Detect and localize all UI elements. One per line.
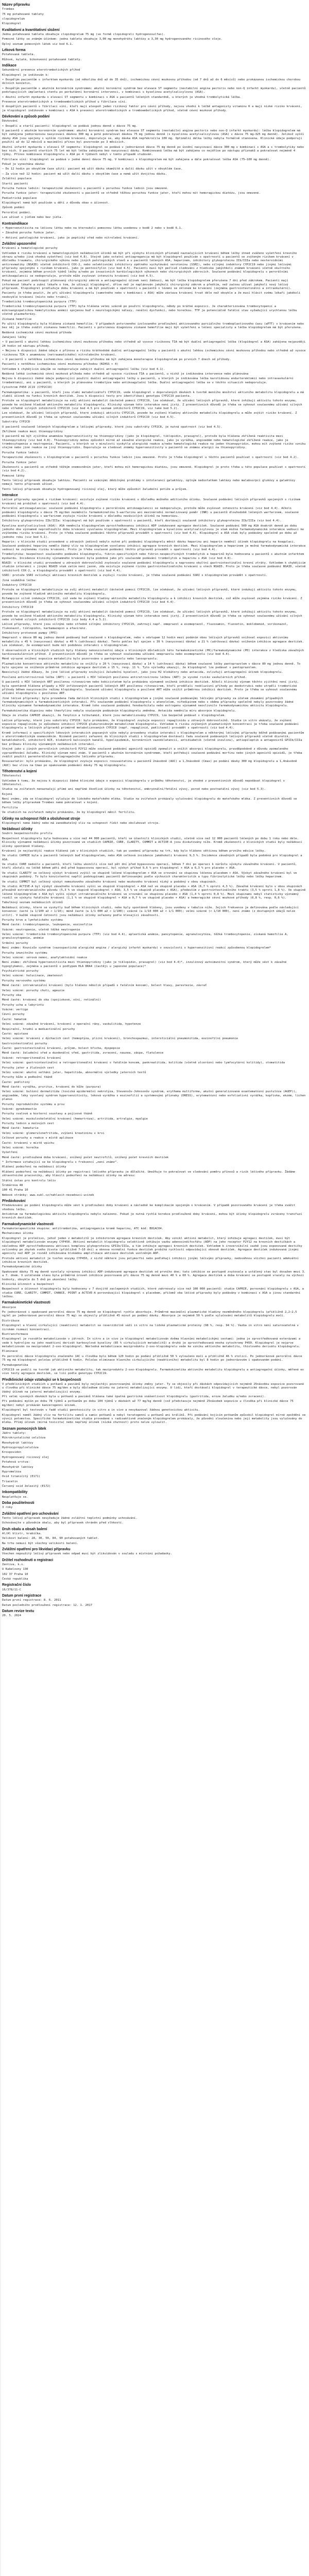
section-paragraph: Velmi vzácné: glomerulonefritida, zvýšení kreatininu v krvi	[2, 1131, 105, 1135]
section-paragraph: • U pacientů s akutní lehkou ischemickou cévní mozkovou příhodou nebo středně až vysoce rizikovou TIA má být duální antiagregační léčba (klopidogrel a ASA) zahájena nejpozději 24 hodin od nástupu příhody.	[2, 341, 307, 348]
section-paragraph: Vzhledem k tomu, že nejsou k dispozici žádné klinické údaje o expozici klopidogrelu v průběhu těhotenství, je vhodné z preventivních důvodů nepodávat klopidogrel v těhotenství.	[2, 779, 287, 786]
section-paragraph: Farmakoterapeutická skupina: antitrombotika, antiagregancia kromě heparinu, ATC kód: B01AC04.	[2, 1227, 164, 1231]
section-paragraph: Na trhu nemusí být všechny velikosti balení.	[2, 1541, 79, 1545]
section-paragraph: Poruchy nervového systému	[2, 979, 46, 982]
section-paragraph: Inhibitory protonové pumpy (PPI)	[2, 632, 58, 635]
section-paragraph: Velmi vzácné: poruchy chuti, ageuzie	[2, 989, 65, 992]
section-paragraph: Při velmi vysokých dávkách byla u potkanů a paviánů hlášena také špatná gastrická snášenlivost klopidogrelu (gastritida, eroze žaludku a/nebo zvracení).	[2, 1395, 266, 1399]
section-paragraph: Protože se klopidogrel metabolizuje na svůj aktivní metabolit částečně pomocí CYP2C19, lze očekávat, že užívání léčivých přípravků, které indukují aktivitu tohoto enzymu, povede ke zvýšené hladině aktivního metabolitu klopidogrelu.	[2, 588, 299, 596]
document-section	[2, 63, 307, 113]
section-paragraph: Webové stránky: www.sukl.cz/nahlasit-nezadouci-ucinek	[2, 1193, 94, 1197]
section-paragraph: Trombex	[2, 8, 14, 11]
section-heading: Interakce	[2, 494, 18, 498]
section-paragraph: Velmi vzácné: halucinace, zmatenost	[2, 974, 63, 978]
section-paragraph: Časté: hematom	[2, 1018, 27, 1021]
section-paragraph: Nežádoucí účinky, které se vyskytly buď během klinických studií, nebo byly spontánně hlášeny, jsou uvedeny v tabulce níže. Jejich frekvence je definována podle následující konvence: časté (≥ 1/100 až < 1/10); méně časté (≥ 1/1 000 až < 1/100); vzácné (≥ 1/10 000 až < 1/1 000); velmi vzácné (< 1/10 000), není známo (z dostupných údajů nelze určit). V každé skupině četností jsou nežádoucí účinky seřazeny podle klesající závažnosti.	[2, 906, 301, 917]
section-paragraph: Ve studii CAPRIE byla u pacientů léčených buď klopidogrelem, nebo ASA celková incidence jakéhokoli krvácení 9,3 %. Incidence závažných případů byla podobná pro klopidogrel a ASA.	[2, 854, 304, 861]
section-paragraph: Poruchy ucha a labyrintu	[2, 1003, 44, 1007]
section-paragraph: Krospovidon	[2, 1451, 22, 1454]
section-paragraph: Trombotická trombocytopenická purpura (TTP) byla hlášena velmi vzácně po použití klopidogrelu, někdy po krátké expozici. Je charakterizována trombocytopenií a mikroangiopatickou hemolytickou anémií spojenou buď s neurologickými nálezy, renální dysfunkcí, nebo horečkou. TTP je potenciálně fatální stav vyžadující urychlenou léčbu včetně plazmaferézy.	[2, 305, 299, 316]
section-paragraph: Velmi vzácné: muskuloskeletální krvácení (hemartróza), artritida, artralgie, myalgie	[2, 1117, 148, 1121]
section-paragraph: Zvláštní populace	[2, 177, 32, 181]
section-paragraph: Mikrokrystalická celulóza	[2, 1436, 46, 1440]
section-paragraph: • Akutní infarkt myokardu s elevací ST segmentu v kombinaci s ASA u pacientů léčených standardně, u kterých je vhodná trombolytická léčba.	[2, 95, 242, 99]
section-paragraph: Posílená antiretrovirová léčba (ART): u pacientů s HIV léčených posílenou antiretrovirovou léčbou (ART) je vysoké riziko vaskulárních příhod.	[2, 675, 247, 679]
section-paragraph: Velmi vzácné: trombotická trombocytopenická purpura (TTP) (viz bod 4.4), aplastická anémie, pancytopenie, agranulocytóza, těžká trombocytopenie, získaná hemofilie A, granulocytopenie, anémie	[2, 933, 290, 940]
document-section	[2, 1583, 307, 1592]
document-section	[2, 242, 307, 492]
section-paragraph: Velmi vzácné: krvácení z dýchacích cest (hemoptýza, plicní krvácení), bronchospazmus, intersticiální pneumonitida, eozinofilní pneumonie	[2, 1037, 238, 1041]
page-edge	[0, 0, 1, 2576]
section-paragraph: Po perorální dávce klopidogrelu značeného 14C u člověka bylo během 120 hodin po podání přibližně 50 % vyloučeno močí a přibližně 46 % stolicí. Po jednorázové perorální dávce 75 mg má klopidogrel poločas přibližně 6 hodin. Poločas eliminace hlavního cirkulujícího (neaktivního) metabolitu byl 8 hodin po jednorázovém i opakovaném podání.	[2, 1354, 304, 1362]
section-paragraph: Sekundární prevence aterotrombotických příhod	[2, 69, 80, 72]
document-section	[2, 1490, 307, 1499]
section-paragraph: Inhibitory glykoproteinu IIb/IIIa: klopidogrel má být používán s opatrností u pacientů, kteří dostávají současně inhibitory glykoproteinu IIb/IIIa (viz bod 4.4).	[2, 519, 282, 523]
section-paragraph: Pomocné látky	[2, 474, 25, 478]
section-paragraph: Hydrogenovaný ricinový olej	[2, 1455, 49, 1459]
section-paragraph: Vzhledem k chybějícím údajům se nedoporučuje zahájit duální antiagregační léčbu (viz bod 4.1).	[2, 367, 165, 371]
section-paragraph: Potahovaná tableta.	[2, 53, 35, 57]
section-paragraph: Hlášení podezření na nežádoucí účinky po registraci léčivého přípravku je důležité. Umožňuje to pokračovat ve sledování poměru přínosů a rizik léčivého přípravku. Žádáme zdravotnické pracovníky, aby hlásili podezření na nežádoucí účinky na adresu:	[2, 1170, 297, 1178]
section-paragraph: Klopidogrel byl testován v řadě studií genotoxicity in vitro a in vivo a nevykazoval žádnou genotoxickou aktivitu.	[2, 1409, 200, 1412]
section-paragraph: • Dospělí a starší pacienti: klopidogrel se podává jednou denně v dávce 75 mg.	[2, 124, 138, 128]
section-paragraph: Šrobárova 48	[2, 1183, 23, 1187]
section-paragraph: Jiná souběžná léčba:	[2, 579, 37, 582]
section-paragraph: Kyselina acetylsalicylová (ASA): ASA neměnila klopidogrelem zprostředkovanou inhibici ADP indukované agregace destiček. Současné podávání 500 mg ASA dvakrát denně po dobu jednoho dne významně neprodloužilo dobu krvácení vyvolanou klopidogrelem. Mezi klopidogrelem a kyselinou acetylsalicylovou je však možná farmakodynamická interakce vedoucí ke zvýšenému riziku krvácení. Proto je třeba současné podávání těchto přípravků provádět s opatrností (viz bod 4.4). Klopidogrel a ASA však byly podávány společně po dobu až jednoho roku (viz bod 5.1).	[2, 524, 306, 539]
document-section	[2, 1547, 307, 1556]
section-heading: Zvláštní opatření pro likvidaci přípravku	[2, 1547, 71, 1551]
section-paragraph: Poruchy krve a lymfatického systému	[2, 918, 63, 922]
section-paragraph: Zentiva, k.s.	[2, 1563, 25, 1566]
section-paragraph: • U pacientů s netěžkou ischemickou cévní mozkovou příhodou má být zahájena monoterapie klopidogrelem po prvních 7 dnech od příhody.	[2, 358, 231, 361]
section-paragraph: Poruchy kůže a podkožní tkáně	[2, 1076, 53, 1079]
section-paragraph: • Nejsou k dispozici žádné údaje o přínosu a riziku krátkodobé duální antiagregační léčby u pacientů s akutní lehkou ischemickou cévní mozkovou příhodou nebo středně až vysoce rizikovou TIA s anamnézou (netraumatického) nitrolebního krvácení.	[2, 349, 307, 357]
section-paragraph: Farmakokinetika digoxinu nebo theofylinu nebyla současným podáváním klopidogrelu změněna. Antacida neměnila míru absorpce klopidogrelu.	[2, 709, 236, 713]
section-paragraph: Trombotická trombocytopenická purpura (TTP)	[2, 300, 77, 304]
section-paragraph: Ve studii CLARITY se celkový výskyt krvácení zvýšil ve skupině léčené klopidogrelem + ASA ve srovnání se skupinou léčenou placebem + ASA. Výskyt závažného krvácení byl ve skupinách podobný. To bylo konzistentní napříč podskupinami pacientů definovanými podle výchozích charakteristik a typu fibrinolytické léčby nebo léčby heparinem.	[2, 871, 299, 879]
section-paragraph: Trombolytika: bezpečnost současného podávání klopidogrelu, fibrin-specifických nebo fibrin-nespecifických trombolytik a heparinů byla hodnocena u pacientů s akutním infarktem myokardu. Incidence klinicky významného krvácení byla podobná jako při současném podávání trombolytik a heparinu s ASA (viz bod 4.8).	[2, 553, 306, 560]
section-heading: Název přípravku	[2, 3, 30, 7]
section-paragraph: – Do 12 hodin po obvyklém čase užití: pacient má užít dávku okamžitě a další dávku užít v obvyklém čase.	[2, 167, 183, 171]
section-paragraph: 100 41 Praha 10	[2, 1189, 28, 1192]
document-section	[2, 827, 307, 1197]
section-paragraph: Stejně jako u jiných perorálních inhibitorů P2Y12 může současné podávání agonistů opioidů zpomalit a snížit absorpci klopidogrelu, pravděpodobně z důvodu zpomaleného vyprazdňování žaludku. Klinický význam není znám. U pacientů s akutním koronárním syndromem, kteří potřebují současné podávání morfinu nebo jiných agonistů opioidů, je třeba zvážit použití parenterálního antiagregačního léčivého přípravku.	[2, 748, 304, 758]
section-paragraph: Méně časté: vyrážka, pruritus, krvácení do kůže (purpura)	[2, 1086, 101, 1089]
section-paragraph: Není známo: Kounisův syndrom (vazospastická alergická angina / alergický infarkt myokardu) v souvislosti s hypersenzitivní reakcí způsobenou klopidogrelem*	[2, 946, 271, 950]
section-heading: Inkompatibility	[2, 1490, 28, 1495]
section-paragraph: Dávkování	[2, 120, 18, 123]
section-paragraph: Časté: podlitiny	[2, 1080, 30, 1084]
section-paragraph: Méně časté: krvácení do oka (spojivkové, oční, retinální)	[2, 998, 101, 1002]
section-paragraph: Vzácné: vertigo	[2, 1008, 28, 1012]
section-paragraph: 16/378/11-C	[2, 1588, 22, 1591]
section-paragraph: Velmi vzácné: sérová nemoc, anafylaktoidní reakce	[2, 956, 88, 959]
section-paragraph: Vzácné: neutropenie, včetně těžké neutropenie	[2, 928, 80, 931]
section-paragraph: Jiné léčivé přípravky: byla provedena řada dalších klinických studií s klopidogrelem a jinými současně podávanými léčivými přípravky za účelem zkoumání případných farmakodynamických a farmakokinetických interakcí. Při současném podávání klopidogrelu s atenololem, nifedipinem nebo s oběma přípravky společně nebyly pozorovány žádné klinicky významné farmakodynamické interakce. Kromě toho současné podávání fenobarbitalu nebo estrogenu významně neovlivnilo farmakodynamickou aktivitu klopidogrelu.	[2, 697, 296, 708]
section-heading: Dávkování a způsob podání	[2, 115, 50, 119]
section-paragraph: Pokud má pacient podstoupit plánovaný chirurgický zákrok a antiagregační účinek není žádoucí, má být léčba klopidogrelem přerušena 7 dní před zákrokem. Pacienti mají informovat lékaře a zubní lékaře o tom, že užívají klopidogrel, dříve než je naplánován jakýkoli chirurgický zákrok a předtím, než začnou užívat jakýkoli nový léčivý přípravek. Klopidogrel prodlužuje dobu krvácení a má být používán s opatrností u pacientů s lézemi se sklonem ke krvácení (zejména gastrointestinální a intraokulární).	[2, 279, 292, 290]
section-paragraph: V observačních a klinických studiích byly hlášeny nekonzistentní údaje o klinických důsledcích této farmakokinetické (PK)/farmakodynamické (PD) interakce z hlediska závažných kardiovaskulárních příhod. Z preventivních důvodů je třeba se vyhnout současnému užívání omeprazolu nebo esomeprazolu (viz bod 4.4).	[2, 649, 306, 656]
section-paragraph: Respirační, hrudní a mediastinální poruchy	[2, 1027, 75, 1031]
section-paragraph: Klopidogrel a hlavní cirkulující (neaktivní) metabolit se reverzibilně váží in vitro na lidské plazmatické proteiny (98 %, resp. 94 %). Vazba in vitro není saturovatelná v širokém rozmezí koncentrací.	[2, 1324, 301, 1331]
section-paragraph: 3 roky	[2, 1506, 13, 1510]
section-paragraph: Bezpečnost klopidogrelu byla hodnocena u více než 44 000 pacientů, kteří se účastnili klinických studií, včetně více než 12 000 pacientů léčených po dobu 1 roku nebo déle. Klinicky významné nežádoucí účinky pozorované ve studiích CAPRIE, CURE, CLARITY, COMMIT a ACTIVE-A jsou diskutovány níže. Kromě zkušeností z klinických studií byly nežádoucí účinky spontánně hlášeny.	[2, 837, 304, 848]
section-paragraph: Zkušenosti u pacientů se středně těžkým onemocněním jater, kteří mohou mít hemoragickou diatézu, jsou omezené. Klopidogrel je proto třeba u této populace používat s opatrností (viz bod 4.2).	[2, 465, 307, 473]
section-heading: Farmakokinetické vlastnosti	[2, 1301, 50, 1305]
section-paragraph: CYP2C19 se podílí na tvorbě jak aktivního metabolitu, tak meziproduktu 2-oxo-klopidogrelu. Farmakokinetika aktivního metabolitu klopidogrelu a antiagregační účinky, měřené ex vivo testy agregace destiček, se liší podle genotypu CYP2C19.	[2, 1368, 306, 1376]
document-section	[2, 1300, 307, 1376]
section-paragraph: Tento léčivý přípravek obsahuje laktózu. Pacienti se vzácnými dědičnými problémy s intolerancí galaktózy, úplným nedostatkem laktázy nebo malabsorpcí glukózy a galaktózy nemají tento přípravek užívat.	[2, 479, 297, 486]
section-paragraph: Pokud je vynechána dávka:	[2, 163, 46, 166]
section-paragraph: Induktory CYP2C19	[2, 583, 32, 587]
section-paragraph: Klopidogrel nemá žádný nebo má zanedbatelný vliv na schopnost řídit nebo obsluhovat stroje.	[2, 821, 160, 825]
section-paragraph: Klinická účinnost a bezpečnost	[2, 1282, 55, 1286]
section-paragraph: Pacienty je třeba poučit, že při užívání klopidogrelu (samotného nebo v kombinaci s ASA) může zástava krvácení trvat déle než obvykle a že musí hlásit svému lékaři jakékoli neobvyklé krvácení (místo nebo trvání).	[2, 292, 302, 299]
section-paragraph: Substráty CYP2C8	[2, 420, 30, 424]
section-paragraph: • Aktivní patologické krvácení, jako je peptický vřed nebo nitrolební krvácení.	[2, 236, 140, 240]
section-paragraph: Velmi vzácné: bulózní dermatitida (toxická epidermální nekrolýza, Stevensův-Johnsonův syndrom, erythema multiforme, akutní generalizovaná exantematózní pustulóza (AGEP)), angioedém, léky vyvolaný syndrom hypersenzitivity, léková vyrážka s eozinofilií a systémovými příznaky (DRESS), erytematózní nebo exfoliativní vyrážka, kopřivka, ekzém, lichen planus	[2, 1090, 307, 1101]
section-paragraph: Absorpce	[2, 1306, 16, 1309]
section-paragraph: Časté: gastrointestinální krvácení, průjem, bolest břicha, dyspepsie	[2, 1047, 121, 1050]
document-section	[2, 1594, 307, 1607]
section-heading: Farmakodynamické vlastnosti	[2, 1222, 54, 1226]
section-heading: Doba použitelnosti	[2, 1501, 35, 1505]
section-paragraph: 75 mg potahované tablety	[2, 12, 44, 16]
document-section	[2, 1378, 307, 1425]
section-paragraph: – Za více než 12 hodin: pacient má užít další dávku v obvyklém čase a nemá užít dvojitou dávku.	[2, 172, 167, 176]
section-paragraph: Méně časté: intrakraniální krvácení (bylo hlášeno několik případů s fatálním koncem), bolest hlavy, parestezie, závrať	[2, 984, 207, 988]
section-paragraph: Časté: krvácení v místě vpichu	[2, 1141, 55, 1145]
section-heading: Těhotenství a kojení	[2, 770, 37, 773]
section-paragraph: Neexistují žádné důkazy, že jiné léčivé přípravky snižující žaludeční kyselost, jako jsou H2 blokátory nebo antacida, ovlivňují antiagregační účinek klopidogrelu.	[2, 671, 283, 674]
section-paragraph: Monohydrát laktózy	[2, 1441, 33, 1445]
document-section	[2, 1199, 307, 1221]
section-paragraph: Oxid titaničitý (E171)	[2, 1475, 41, 1479]
section-paragraph: Terapeutické zkušenosti s klopidogrelem u pacientů s poruchou funkce ledvin jsou omezené. Proto je třeba klopidogrel u těchto pacientů používat s opatrností (viz bod 4.2).	[2, 456, 299, 460]
section-paragraph: Farmakodynamické účinky	[2, 1265, 42, 1269]
section-paragraph: Omeprazol v dávce 80 mg jednou denně podávaný buď současně s klopidogrelem, nebo s odstupem 12 hodin mezi podáním obou léčivých přípravků snižoval expozici aktivnímu metabolitu o 45 % (nasycovací dávka) a 40 % (udržovací dávka). Tento pokles byl spojen s 39 % (nasycovací dávka) a 21 % (udržovací dávka) snížením inhibice agregace destiček. Lze očekávat, že esomeprazol bude mít podobnou interakci s klopidogrelem.	[2, 636, 306, 648]
section-paragraph: U pacientů má být zjištěna anamnéza hypersenzitivity na thienopyridiny (jako je klopidogrel, tiklopidin, prasugrel), protože byla hlášena zkřížená reaktivita mezi thienopyridiny (viz bod 4.8). Thienopyridiny mohou způsobit mírné až závažné alergické reakce, jako je vyrážka, angioedém nebo hematologické zkřížené reakce, jako je trombocytopenie a neutropenie. Pacienti, u kterých se v minulosti vyskytla alergická reakce a/nebo hematologická reakce na jeden thienopyridin, mohou mít zvýšené riziko vzniku stejné nebo jiné reakce na jiný thienopyridin. Doporučuje se sledovat známky hypersenzitivity u pacientů se známou alergií na thienopyridiny.	[2, 435, 307, 450]
section-paragraph: Antidotum na farmakologickou aktivitu klopidogrelu nebylo nalezeno. Pokud je nutná rychlá korekce prodloužené doby krvácení, mohou být účinky klopidogrelu zvráceny transfuzí krevních destiček.	[2, 1213, 304, 1220]
section-paragraph: Nedávná lehká ischemická cévní mozková příhoda nebo středně až vysoce riziková TIA u pacientů, u nichž je indikována intervence nebo plánována	[2, 372, 249, 376]
section-paragraph: clopidogrelum	[2, 17, 25, 21]
section-paragraph: Heparin: v klinické studii provedené u zdravých jedinců nebylo nutné při podávání klopidogrelu měnit dávku heparinu ani heparin neměnil účinek klopidogrelu na koagulaci. Současné podávání heparinu nemělo žádný vliv na klopidogrelem vyvolanou inhibici agregace krevních destiček. Mezi klopidogrelem a heparinem je možná farmakodynamická interakce vedoucí ke zvýšenému riziku krvácení. Proto je třeba současné podávání těchto přípravků provádět s opatrností (viz bod 4.4).	[2, 540, 307, 551]
section-heading: Léková forma	[2, 48, 26, 53]
document-section	[2, 493, 307, 768]
section-heading: Zvláštní opatření pro uchovávání	[2, 1512, 59, 1516]
section-paragraph: Protože aktivní metabolit je tvořen enzymy CYP450, z nichž některé jsou polymorfní nebo podléhají inhibici jinými léčivými přípravky, nedosáhnou všichni pacienti adekvátní inhibice krevních destiček.	[2, 1257, 301, 1264]
section-paragraph: Monohydrát laktózy	[2, 1465, 33, 1469]
section-paragraph: Porucha funkce ledvin: terapeutické zkušenosti u pacientů s poruchou funkce ledvin jsou omezené.	[2, 187, 169, 190]
section-paragraph: Studie na zvířatech nenaznačují přímé ani nepřímé škodlivé účinky na těhotenství, embryonální/fetální vývoj, porod nebo postnatální vývoj (viz bod 5.3).	[2, 788, 266, 791]
section-paragraph: Poruchy reprodukčního systému a prsu	[2, 1103, 65, 1106]
section-paragraph: 20. 5. 2024	[2, 1614, 22, 1618]
section-paragraph: Jedna potahovaná tableta obsahuje clopidogrelum 75 mg (ve formě clopidogreli hydrogenosulfas).	[2, 32, 165, 36]
document-section	[2, 28, 307, 46]
section-paragraph: Neuplatňuje se.	[2, 1495, 28, 1499]
section-paragraph: Klopidogrel nemá být používán u dětí z důvodu obav o účinnost.	[2, 201, 110, 205]
section-paragraph: Prevence aterotrombotických a tromboembolických příhod u fibrilace síní.	[2, 100, 127, 104]
section-paragraph: Méně časté: prodloužená doba krvácení, snížený počet neutrofilů, snížený počet krevních destiček	[2, 1156, 169, 1159]
section-paragraph: Akutní infarkt myokardu s elevací ST segmentu: klopidogrel se podává v jednorázové dávce 75 mg denně po úvodní nasycovací dávce 300 mg v kombinaci s ASA a s trombolytiky nebo bez nich. U pacientů starších 75 let má být léčba zahájena bez nasycovací dávky. Kombinovaná léčba má být zahájena co nejdříve po nástupu příznaků a pokračovat nejméně 4 týdny. Přínos kombinace klopidogrelu s ASA po 4 týdnech nebyl v tomto případě studován.	[2, 145, 306, 157]
section-paragraph: Velikost balení: 28, 30, 50, 84, 90 potahovaných tablet.	[2, 1537, 99, 1540]
section-paragraph: U Kabelovny 130	[2, 1568, 28, 1571]
section-paragraph: • Dospělým pacientům s infarktem myokardu (od několika dnů až do 35 dnů), ischemickou cévní mozkovou příhodou (od 7 dnů až do 6 měsíců) nebo prokázanou ischemickou chorobou dolních končetin.	[2, 78, 302, 86]
section-paragraph: Získaná hemofilie	[2, 317, 32, 321]
document-section	[2, 1609, 307, 1618]
section-paragraph: Gastrointestinální poruchy	[2, 1042, 47, 1045]
section-paragraph: Porucha funkce jater: terapeutické zkušenosti u pacientů se středně těžkou poruchou funkce jater, kteří mohou mít hemoragickou diatézu, jsou omezené.	[2, 192, 261, 195]
section-paragraph: Není známo, zda se klopidogrel vylučuje do lidského mateřského mléka. Studie na zvířatech prokázaly vylučování klopidogrelu do mateřského mléka. Z preventivních důvodů se během léčby přípravkem Trombex nemá pokračovat v kojení.	[2, 798, 299, 805]
section-paragraph: Datum první registrace: 8. 6. 2011	[2, 1599, 61, 1602]
section-paragraph: Tento léčivý přípravek nevyžaduje žádné zvláštní teplotní podmínky uchovávání.	[2, 1516, 138, 1520]
section-paragraph: SSRI: protože SSRI ovlivňují aktivaci krevních destiček a zvyšují riziko krvácení, je třeba současné podávání SSRI s klopidogrelem provádět s opatrností.	[2, 574, 268, 578]
section-paragraph: Distribuce	[2, 1319, 20, 1323]
section-paragraph: Časté: epistaxe	[2, 1032, 28, 1036]
section-paragraph: * Informace vztahující se ke klopidogrelu s frekvencí „není známo“.	[2, 1161, 118, 1164]
section-paragraph: Triacetin	[2, 1480, 18, 1483]
section-paragraph: Vyšetření	[2, 1151, 18, 1155]
section-heading: Registrační číslo	[2, 1583, 31, 1587]
section-heading: Nežádoucí účinky	[2, 827, 33, 832]
document-section	[2, 769, 307, 815]
section-paragraph: Léčivé přípravky spojené s rizikem krvácení: existuje zvýšené riziko krvácení v důsledku možného aditivního účinku. Současné podávání léčivých přípravků spojených s rizikem krvácení má probíhat s opatrností (viz bod 4.4).	[2, 498, 302, 505]
section-paragraph: V předklinických studiích u potkanů a paviánů byly nejčastěji pozorovanými účinky změny jater. Ty se objevily při dávkách odpovídajících nejméně 25násobku expozice pozorované u člověka při klinické dávce 75 mg/den a byly důsledkem účinku na jaterní metabolizující enzymy. U lidí, kteří dostávali klopidogrel v terapeutické dávce, nebyl pozorován žádný účinek na jaterní metabolizující enzymy.	[2, 1382, 306, 1394]
document-section	[2, 817, 307, 826]
document-section	[2, 1427, 307, 1489]
section-paragraph: Pediatrická populace	[2, 196, 37, 200]
section-paragraph: Kromě informací o specifických lékových interakcích popsaných výše nebyly provedeny studie interakcí s klopidogrelem a některými léčivými přípravky běžně podávanými pacientům s aterotrombotickým onemocněním. Nicméně pacienti zařazení do klinických studií s klopidogrelem dostávali řadu současně podávaných léčivých přípravků včetně diuretik, betablokátorů, inhibitorů ACE, blokátorů kalciových kanálů, hypolipidemik, koronárních vazodilatancií, antidiabetik (včetně inzulinu), antiepileptik a antagonistů GPIIb/IIIa bez průkazu klinicky významných nežádoucích interakcí.	[2, 731, 306, 746]
section-paragraph: Potahová vrstva:	[2, 1461, 30, 1464]
section-paragraph: Poruchy svalové a kosterní soustavy a pojivové tkáně	[2, 1112, 93, 1116]
section-paragraph: Vzácné: retroperitoneální krvácení	[2, 1056, 61, 1060]
section-paragraph: Klopidogrel je indikován k:	[2, 73, 49, 77]
section-paragraph: Nejsou k dispozici žádné údaje podporující použití duální antiagregační léčby u pacientů, u kterých je indikována léčba karotidovou endarterektomií nebo intravaskulární trombektomií, ani u pacientů, u kterých je plánována trombolýza nebo antikoagulační léčba. Duální antiagregační léčba se v těchto situacích nedoporučuje.	[2, 377, 296, 384]
section-paragraph: Cévní poruchy	[2, 1013, 25, 1016]
section-paragraph: Eliminace	[2, 1350, 18, 1353]
section-paragraph: Cytochrom P450 2C19 (CYP2C19)	[2, 386, 53, 389]
section-paragraph: Všechen nepoužitý léčivý přípravek nebo odpad musí být zlikvidován v souladu s místními požadavky.	[2, 1552, 173, 1556]
section-paragraph: Zkřížené reakce mezi thienopyridiny	[2, 430, 63, 433]
section-paragraph: Opakované dávky 75 mg denně vyvolaly výraznou inhibici ADP-indukované agregace destiček od prvního dne; tato inhibice se postupně zvyšovala a ustálený stav byl dosažen mezi 3. a 7. dnem. V ustáleném stavu byla průměrná úroveň inhibice pozorovaná při dávce 75 mg denně mezi 40 % a 60 %. Agregace destiček a doba krvácení se postupně vracely na výchozí hodnoty, obvykle do 5 dnů po ukončení léčby.	[2, 1270, 307, 1281]
section-paragraph: Celkové poruchy a reakce v místě aplikace	[2, 1137, 74, 1140]
section-paragraph: Hydroxypropylcelulóza	[2, 1446, 39, 1449]
section-paragraph: Krvácení je nejčastější reakce hlášená jak v klinických studiích, tak po uvedení přípravku na trh, kdy bylo hlášeno většinou během prvního měsíce léčby.	[2, 849, 266, 853]
section-paragraph: Méně časté: žaludeční vřed a duodenální vřed, gastritida, zvracení, nauzea, zácpa, flatulence	[2, 1052, 164, 1055]
section-paragraph: Těhotenství	[2, 774, 22, 778]
section-paragraph: Souhrn bezpečnostního profilu	[2, 832, 53, 836]
section-paragraph: Léčivé přípravky, které jsou substráty CYP2C8: bylo prokázáno, že klopidogrel zvyšuje expozici repaglinidu u zdravých dobrovolníků. Studie in vitro ukázaly, že zvýšení expozice repaglinidu je způsobeno inhibicí CYP2C8 glukuronidovým metabolitem klopidogrelu. Vzhledem k riziku zvýšených plazmatických koncentrací je třeba současné podávání klopidogrelu a léčivých přípravků primárně metabolizovaných CYP2C8 (např. repaglinid, paklitaxel) provádět s opatrností (viz bod 4.4).	[2, 719, 301, 730]
document-section	[2, 1222, 307, 1299]
section-paragraph: Klopidogrel je proléčivo, jehož jeden z metabolitů je inhibitorem agregace krevních destiček. Aby vznikl aktivní metabolit, který inhibuje agregaci destiček, musí být klopidogrel metabolizován enzymy CYP450. Aktivní metabolit klopidogrelu selektivně inhibuje vazbu adenosindifosfátu (ADP) na jeho receptor P2Y12 na krevních destičkách a následnou ADP zprostředkovanou aktivaci komplexu glykoproteinu GPIIb/IIIa, a tím inhibuje agregaci krevních destiček. Vzhledem k ireverzibilní vazbě jsou exponované destičky ovlivněny po zbytek svého života (přibližně 7–10 dní) a obnova normální funkce destiček probíhá rychlostí odpovídající obnově destiček. Agregace destiček indukovaná jinými agonisty než ADP je rovněž inhibována blokádou amplifikace aktivace destiček uvolněným ADP.	[2, 1236, 304, 1256]
section-paragraph: Česká republika	[2, 1577, 28, 1581]
section-paragraph: • Hypersenzitivita na léčivou látku nebo na kteroukoli pomocnou látku uvedenou v bodě 2 nebo v bodě 6.1.	[2, 226, 183, 230]
section-paragraph: Růžové, kulaté, bikonvexní potahované tablety.	[2, 58, 82, 61]
document-section	[2, 222, 307, 240]
section-paragraph: Poruchy ledvin a močových cest	[2, 1122, 55, 1126]
section-paragraph: NSAID: v klinické studii provedené u zdravých dobrovolníků zvyšovalo současné podávání klopidogrelu a naproxenu okultní gastrointestinální krevní ztráty. Vzhledem k chybějícím studiím interakcí s jinými NSAID však zatím není jasné, zda existuje zvýšené riziko gastrointestinálního krvácení u všech NSAID. Proto je třeba současné podávání NSAID, včetně inhibitorů COX-2, a klopidogrelu provádět s opatrností (viz bod 4.4).	[2, 562, 307, 572]
section-paragraph: Perorální antikoagulancia: současné podávání klopidogrelu s perorálními antikoagulancii se nedoporučuje, protože může zvyšovat intenzitu krvácení (viz bod 4.4). Ačkoli podávání klopidogrelu v dávce 75 mg/den nezměnilo farmakokinetiku S-warfarinu ani mezinárodní normalizovaný poměr (INR) u pacientů dlouhodobě léčených warfarinem, současné podávání klopidogrelu s warfarinem zvyšuje riziko krvácení v důsledku nezávislých účinků na hemostázu.	[2, 507, 301, 518]
section-paragraph: Porucha funkce jater	[2, 461, 37, 464]
section-heading: Kvalitativní a kvantitativní složení	[2, 28, 60, 32]
section-paragraph: Lze očekávat, že užívání léčivých přípravků, které indukují aktivitu CYP2C19, povede ke zvýšení hladiny aktivního metabolitu klopidogrelu a může zvýšit riziko krvácení. Z preventivních důvodů je třeba se vyhnout současnému užívání silných induktorů CYP2C19 (viz bod 4.5).	[2, 412, 299, 419]
section-paragraph: Úplný seznam pomocných látek viz bod 6.1.	[2, 42, 74, 46]
section-paragraph: Méně časté: trombocytopenie, leukopenie, eozinofilie	[2, 923, 93, 927]
section-paragraph: Rosuvastatin: bylo prokázáno, že klopidogrel zvyšuje expozici rosuvastatinu u pacientů 2násobně (AUC) a 1,3násobně (Cmax) po podání dávky 300 mg klopidogrelu a 1,4násobně (AUC) bez vlivu na Cmax po opakovaném podávání dávky 75 mg klopidogrelu.	[2, 760, 299, 767]
section-paragraph: Poruchy imunitního systému	[2, 951, 47, 955]
section-paragraph: Starší pacienti	[2, 182, 28, 185]
section-heading: Seznam pomocných látek	[2, 1427, 46, 1431]
section-paragraph: Tabulkový seznam nežádoucích účinků	[2, 901, 63, 905]
section-heading: Držitel rozhodnutí o registraci	[2, 1558, 54, 1562]
section-paragraph: Způsob podání	[2, 206, 25, 210]
section-paragraph: U pacientů současně léčených klopidogrelem a léčivými přípravky, které jsou substráty CYP2C8, je nutná opatrnost (viz bod 4.5).	[2, 425, 222, 429]
section-paragraph: U pacientů s akutním koronárním syndromem: akutní koronární syndrom bez elevace ST segmentu (nestabilní angina pectoris nebo non-Q infarkt myokardu): léčba klopidogrelem má být zahájena jednorázovou nasycovací dávkou 300 mg a poté pokračovat dávkou 75 mg jednou denně (s kyselinou acetylsalicylovou (ASA) v dávce 75 mg–325 mg denně). Jelikož vyšší dávky ASA jsou spojeny s vyšším rizikem krvácení, doporučuje se, aby dávka ASA nepřekročila 100 mg. Optimální délka léčby nebyla formálně stanovena. Klinické údaje podporují použití až do 12 měsíců a maximální přínos byl pozorován po 3 měsících.	[2, 129, 306, 144]
section-paragraph: Biotransformace	[2, 1332, 28, 1336]
section-paragraph: Velmi vzácné: akutní selhání jater, hepatitida, abnormální výsledky jaterních testů	[2, 1071, 146, 1074]
section-paragraph: Pomocné látky se známým účinkem: jedna tableta obsahuje 3,00 mg monohydrátu laktózy a 3,30 mg hydrogenovaného ricinového oleje.	[2, 38, 222, 41]
section-paragraph: Poruchy jater a žlučových cest	[2, 1066, 55, 1070]
section-paragraph: Není známo: zkřížená hypersenzitivita mezi thienopyridiny (jako je tiklopidin, prasugrel) (viz bod 4.4)*, inzulinový autoimunitní syndrom, který může vést k závažné hypoglykemii, zejména u pacientů s podtypem HLA DRA4 (častěji u japonské populace)*	[2, 961, 288, 968]
section-paragraph: Hlášení podezření na nežádoucí účinky	[2, 1165, 66, 1169]
section-paragraph: Poruchy oka	[2, 993, 22, 997]
section-paragraph: Lze užívat s jídlem nebo bez jídla.	[2, 216, 63, 219]
section-paragraph: Farmakogenetika	[2, 1363, 28, 1367]
section-paragraph: Psychiatrické poruchy	[2, 970, 39, 973]
section-heading: Předávkování	[2, 1199, 26, 1204]
section-paragraph: Červený oxid železitý (E172)	[2, 1485, 51, 1488]
section-heading: Datum první registrace	[2, 1594, 42, 1598]
section-paragraph: Inhibitory CYP2C19	[2, 605, 33, 609]
section-paragraph: Datum posledního prodloužení registrace: 12. 1. 2017	[2, 1603, 93, 1607]
section-paragraph: Plazmatické koncentrace aktivního metabolitu se snížily o 20 % (nasycovací dávka) a 14 % (udržovací dávka) během současné léčby pantoprazolem v dávce 80 mg jednou denně. To bylo spojeno se snížením průměrné inhibice agregace destiček o 15 %, resp. 11 %. Tyto výsledky ukazují, že klopidogrel lze podávat s pantoprazolem.	[2, 662, 302, 669]
section-paragraph: Méně časté: hematurie	[2, 1127, 39, 1130]
section-paragraph: U pacientů s HIV léčených ART posílenou ritonavirem nebo kobicistatem byla prokázána významně snížená inhibice destiček. Ačkoli klinický význam těchto zjištění není jistý, byla spontánně hlášena případy u HIV infikovaných pacientů léčených ART posílenou ritonavirem, kteří prodělali reokluzivní příhody po deobstrukci nebo utrpěli trombotické příhody během nasycovacího režimu klopidogrelu. Současné užívání klopidogrelu a posílené ART může snížit průměrnou inhibici destiček. Proto je třeba se vyhnout současnému užívání klopidogrelu s posílenou ART.	[2, 681, 301, 696]
section-paragraph: Al/Al blistr, krabička.	[2, 1532, 42, 1535]
section-paragraph: Zahájení léčby	[2, 336, 27, 340]
section-paragraph: Ve studii CURE nedošlo u pacientů, kteří léčbu ukončili více než pět dní před bypassovou operací, během 7 dní po operaci k nárůstu výskytu závažného krvácení. U pacientů, kteří zůstali na léčbě během pěti dnů před bypassovou operací, byl výskyt příhod 9,6 % pro klopidogrel + ASA a 6,3 % pro placebo + ASA.	[2, 863, 299, 870]
section-paragraph: Státní ústav pro kontrolu léčiv	[2, 1179, 56, 1182]
section-paragraph: Ve studiích na zvířatech nebylo prokázáno, že by klopidogrel měnil fertilitu.	[2, 811, 136, 815]
document-section	[2, 1527, 307, 1546]
document-section	[2, 1558, 307, 1582]
section-paragraph: Předávkování po podání klopidogrelu může vést k prodloužení doby krvácení a následně ke komplikacím spojeným s krvácením. V případě pozorovaného krvácení je třeba zvážit vhodnou léčbu.	[2, 1204, 297, 1211]
section-paragraph: Údaje ze studie CAPRIE ukazují, že fenytoin a tolbutamid, které jsou metabolizovány CYP2C9, lze bezpečně podávat s klopidogrelem.	[2, 714, 226, 718]
section-paragraph: Porucha funkce ledvin	[2, 451, 39, 454]
section-paragraph: Po jednorázové i opakované perorální dávce 75 mg denně se klopidogrel rychle absorbuje. Průměrné maximální plazmatické hladiny nezměněného klopidogrelu (přibližně 2,2–2,5 ng/ml po jednorázové perorální dávce 75 mg) se objevily přibližně 45 minut po podání dávky. Absorpce je nejméně 50 % podle vylučování metabolitů klopidogrelu močí.	[2, 1311, 299, 1318]
section-heading: Kontraindikace	[2, 222, 28, 226]
section-heading: Zvláštní upozornění	[2, 242, 37, 246]
document-section	[2, 1512, 307, 1526]
section-paragraph: Velmi vzácné: horečka	[2, 1146, 39, 1149]
section-paragraph: Srdeční poruchy	[2, 941, 28, 945]
section-paragraph: Perorální podání.	[2, 211, 32, 214]
section-paragraph: Krvácení a hematologické poruchy	[2, 247, 58, 250]
section-paragraph: 102 37 Praha 10	[2, 1572, 28, 1576]
section-paragraph: Léčivé přípravky, které jsou silnými nebo středně silnými inhibitory CYP2C19, zahrnují např. omeprazol a esomeprazol, fluvoxamin, fluoxetin, moklobemid, vorikonazol, flukonazol, tiklopidin, karbamazepin a efavirenz.	[2, 623, 290, 630]
section-paragraph: Protože se klopidogrel metabolizuje na svůj aktivní metabolit částečně pomocí CYP2C19, lze očekávat, že užívání léčivých přípravků, které inhibují aktivitu tohoto enzymu, povede ke snížené hladině aktivního metabolitu klopidogrelu. Klinický význam této interakce není jistý. Z preventivních důvodů je třeba se vyhnout současnému užívání silných nebo středně silných inhibitorů CYP2C19 (viz body 4.4 a 5.2).	[2, 611, 304, 621]
section-heading: Datum revize textu	[2, 1609, 35, 1613]
section-paragraph: Klopidogrel je rozsáhle metabolizován v játrech. In vitro a in vivo je klopidogrel metabolizován dvěma hlavními metabolickými cestami: jedna je zprostředkovaná esterázami a vede k hydrolýze na jeho neaktivní derivát karboxylové kyseliny (85 % cirkulujících metabolitů) a druhá je zprostředkovaná mnoha cytochromy P450. Klopidogrel je nejprve metabolizován na meziprodukt 2-oxo-klopidogrel. Následná metabolizace meziproduktu 2-oxo-klopidogrelu vede ke vzniku aktivního metabolitu, thiolového derivátu klopidogrelu.	[2, 1337, 302, 1349]
section-paragraph: • Dospělým pacientům s akutním koronárním syndromem: akutní koronární syndrom bez elevace ST segmentu (nestabilní angina pectoris nebo non-Q infarkt myokardu), včetně pacientů podstupujících implantaci stentu po perkutánní koronární intervenci, v kombinaci s kyselinou acetylsalicylovou (ASA).	[2, 87, 307, 94]
section-paragraph: Fibrilace síní: klopidogrel se podává v jedné denní dávce 75 mg. V kombinaci s klopidogrelem má být zahájena a dále pokračovat léčba ASA (75–100 mg denně).	[2, 158, 271, 161]
section-paragraph: U dospělých pacientů s fibrilací síní, kteří mají alespoň jeden rizikový faktor pro cévní příhody, nejsou vhodní k léčbě antagonisty vitaminu K a mají nízké riziko krvácení, je klopidogrel indikován v kombinaci s ASA k prevenci aterotrombotických a tromboembolických příhod, včetně cévní mozkové příhody.	[2, 105, 304, 112]
section-paragraph: Farmakogenetika: u pacientů, kteří jsou slabí metabolizátoři CYP2C19, vede klopidogrel v doporučených dávkách k tvorbě menšího množství aktivního metabolitu klopidogrelu a má slabší účinek na funkci krevních destiček. Jsou k dispozici testy pro identifikaci genotypu CYP2C19 pacienta.	[2, 391, 306, 398]
section-paragraph: Rifampicin silně indukuje CYP2C19, což vede ke zvýšení hladiny aktivního metabolitu klopidogrelu a k inhibici krevních destiček, což může zvyšovat zejména riziko krvácení. Z preventivních důvodů je třeba se vyhnout současnému užívání silných induktorů CYP2C19 (viz bod 4.4).	[2, 597, 304, 604]
section-paragraph: Velmi vzácné: závažné krvácení, krvácení z operační rány, vaskulitida, hypotenze	[2, 1023, 141, 1026]
section-heading: Indikace	[2, 64, 17, 68]
section-paragraph: Fertilita	[2, 806, 18, 809]
section-paragraph: Nedávná ischemická cévní mozková příhoda	[2, 331, 72, 334]
section-heading: Druh obalu a obsah balení	[2, 1527, 47, 1531]
section-paragraph: Velmi vzácné: gastrointestinální a retroperitoneální krvácení s fatálním koncem, pankreatitida, kolitida (včetně ulcerózní nebo lymfocytární kolitidy), stomatitida	[2, 1061, 285, 1065]
section-paragraph: Ve studii ACTIVE-A byl výskyt závažného krvácení vyšší ve skupině klopidogrel + ASA než ve skupině placebo + ASA (6,7 % oproti 4,3 %). Závažné krvácení bylo v obou skupinách převážně extrakraniálního původu (5,3 % ve skupině klopidogrel + ASA; 3,5 % ve skupině placebo + ASA), především z gastrointestinálního traktu (3,5 % oproti 1,8 %). Ve skupině léčené klopidogrelem + ASA byl vyšší výskyt intrakraniálního krvácení ve srovnání se skupinou placebo + ASA (1,4 % oproti 0,8 %). Mezi skupinami nebyl statisticky významný rozdíl ve výskytu fatálního krvácení (1,1 % ve skupině klopidogrel + ASA a 0,7 % ve skupině placebo + ASA) a hemoragické cévní mozkové příhody (0,8 %, resp. 0,6 %).	[2, 885, 307, 900]
section-paragraph: Bezpečnost a účinnost klopidogrelu byly hodnoceny v 7 dvojitě zaslepených studiích, které zahrnovaly více než 100 000 pacientů: studie CAPRIE, porovnání klopidogrelu s ASA, a studie CURE, CLARITY, COMMIT, CHANCE, POINT a ACTIVE-A porovnávající klopidogrel s placebem, přičemž oba léčivé přípravky byly podávány v kombinaci s ASA a jinou standardní léčbou.	[2, 1287, 306, 1299]
section-paragraph: Mechanismus účinku	[2, 1232, 33, 1235]
document-section	[2, 48, 307, 62]
section-paragraph: Protože se klopidogrel metabolizuje na svůj aktivní metabolit částečně pomocí CYP2C19, lze očekávat, že užívání léčivých přípravků, které inhibují aktivitu tohoto enzymu, povede ke snížené hladině aktivního metabolitu klopidogrelu. Klinický význam této interakce není jistý. Z preventivních důvodů je třeba se vyhnout současnému užívání silných nebo středně silných inhibitorů CYP2C19 (viz bod 4.5 pro seznam inhibitorů CYP2C19, viz také bod 5.2).	[2, 399, 304, 411]
section-paragraph: Hypromelóza	[2, 1470, 22, 1473]
document-section	[2, 1501, 307, 1510]
section-paragraph: Tento léčivý přípravek obsahuje hydrogenovaný ricinový olej, který může způsobit žaludeční potíže a průjem.	[2, 487, 188, 491]
section-paragraph: Při podávání myším po dobu 78 týdnů a potkanům po dobu 104 týdnů v dávkách až 77 mg/kg denně (což představuje nejméně 25násobek expozice u člověka při klinické dávce 75 mg/den) nebyl prokázán kancerogenní účinek.	[2, 1400, 296, 1407]
section-paragraph: Ve studii COMMIT byl celkový výskyt nemozkového závažného krvácení nebo mozkového krvácení nízký a podobný v obou skupinách.	[2, 880, 217, 884]
section-paragraph: Jádro tablety:	[2, 1431, 27, 1435]
section-heading: Předklinické údaje vztahující se k bezpečnosti	[2, 1378, 81, 1382]
document-section	[2, 3, 307, 26]
section-paragraph: Uchovávejte v původním obalu, aby byl přípravek chráněn před vlhkostí.	[2, 1521, 124, 1525]
section-paragraph: Po užití klopidogrelu byla hlášena získaná hemofilie. V případech potvrzeného izolovaného prodloužení aktivovaného parciálního tromboplastinového času (aPTT) s krvácením nebo bez něj je třeba zvážit získanou hemofilii. Pacienti s potvrzenou diagnózou získané hemofilie mají být vyšetřeni a léčeni specialisty a léčba klopidogrelem má být přerušena.	[2, 322, 306, 330]
section-heading: Účinky na schopnost řídit a obsluhovat stroje	[2, 817, 80, 821]
section-paragraph: Kojení	[2, 792, 13, 796]
section-paragraph: Vzhledem k riziku krvácení a hematologických nežádoucích účinků má být při výskytu klinických příznaků naznačujících krvácení během léčby ihned zváženo vyšetření krevního obrazu a/nebo jiná vhodná vyšetření (viz bod 4.8). Stejně jako ostatní antiagregancia má být klopidogrel používán s opatrností u pacientů se zvýšeným rizikem krvácení v důsledku traumatu, chirurgického výkonu nebo jiných patologických stavů a u pacientů léčených ASA, heparinem, inhibitory glykoproteinu IIb/IIIa nebo nesteroidními antirevmatiky (NSAID) včetně inhibitorů COX-2, nebo selektivními inhibitory zpětného vychytávání serotoninu (SSRI), nebo silnými induktory CYP2C19 nebo jinými léčivými přípravky spojenými s rizikem krvácení, jako je pentoxifylin (viz bod 4.5). Pacienti musí být pečlivě sledováni z hlediska jakýchkoli známek krvácení včetně okultního krvácení, zejména během prvních týdnů léčby a/nebo po invazivních kardiologických výkonech nebo chirurgických zákrocích. Současné podávání klopidogrelu s perorálními antikoagulancii se nedoporučuje, protože může zvyšovat intenzitu krvácení (viz bod 4.5).	[2, 251, 299, 278]
section-paragraph: Vzácné: gynekomastie	[2, 1107, 37, 1111]
section-paragraph: • Závažná porucha funkce jater.	[2, 231, 56, 235]
section-paragraph: Pacienti s netěžkou ischemickou cévní mozkovou příhodou (NIHSS > 4)	[2, 363, 118, 366]
section-paragraph: Klopidogrel	[2, 22, 22, 26]
document-section	[2, 114, 307, 219]
section-paragraph: Méně výrazné snížení expozice metabolitu bylo pozorováno u pantoprazolu nebo lansoprazolu.	[2, 657, 159, 661]
section-paragraph: Klopidogrel neměl žádný vliv na fertilitu samců a samic potkanů a nebyl teratogenní u potkanů ani králíků. Při podávání kojícím potkanům způsobil klopidogrel mírné zpoždění ve vývoji potomstva. Specifické farmakokinetické studie provedené s radioaktivně značeným klopidogrelem prokázaly, že původní sloučenina nebo její metabolity jsou vylučovány do mléka. Přímý účinek (mírná toxicita) nebo nepřímý účinek (nízká chutnost) proto nelze vyloučit.	[2, 1413, 307, 1425]
